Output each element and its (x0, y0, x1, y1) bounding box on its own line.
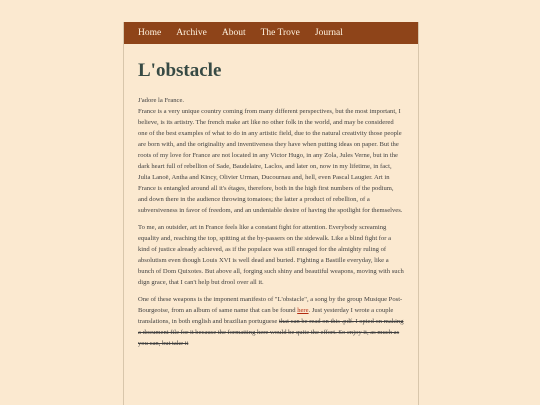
nav-home-link[interactable]: Home (138, 28, 162, 38)
paragraph-3-text-mid: . Just yesterday I wrote a couple translations, in both english and brazilian portuguese (138, 307, 394, 325)
album-link[interactable]: here (297, 307, 309, 314)
nav-about-link[interactable]: About (221, 28, 246, 38)
post-paragraph-3 (138, 294, 404, 349)
post-paragraph-2: To me, an outsider, art in France feels like a constant fight for attention. Everybody screaming equality and, reaching the top, spitting at the by-passers on the sidewalk. Like a blind fight for a kind of justice already achieved, as if the populace was still enraged for the almighty ruling of absolutism even though Louis XVI is well dead and buried. Fighting a Bastille everyday, like a bunch of Dom Quixotes. But above all, forging such shiny and beautiful weapons, moving with such dign grace, that I can't help but drool over all it. (138, 224, 404, 286)
top-nav (124, 22, 418, 44)
paragraph-3-text-start: One of these weapons is the imponent manifesto of "L'obstacle", a song by the group Musique Post-Bourgeoise, from an album of same name that can be found (138, 296, 403, 314)
paragraph-3-struck-text: that can be read on this .pdf. I opted on making a document file for it because the formatting here would be quite the effort. So enjoy it, as much as you can, but take it (138, 318, 404, 347)
page-container (123, 22, 419, 405)
post-paragraph-1: France is a very unique country coming from many different perspectives, but the most important, I believe, is its artistry. The french make art like no other folk in the world, and may be considered one of the best examples of what to do in any artistic field, due to the natural creativity those people are born with, and the originality and inventiveness they have when putting ideas on paper. But the roots of my love for France are not located in any Victor Hugo, in any Zola, Jules Verne, but in the dark heart full of rebellion of Sade, Baudelaire, Laclos, and later on, now in my lifetime, in fact, Julia Lanoë, Antha and Kincy, Olivier Urman, Ducournau and, hell, even Pascal Laugier. Art in France is entangled around all it's étages, therefore, both in the high first numbers of the podium, and down there in the audience throwing tomatoes; the latter a product of rebellion, of a subversiveness in favor of freedom, and an undeniable desire of having the spotlight for themselves. (138, 108, 403, 214)
nav-archive-link[interactable]: Archive (176, 28, 207, 38)
post-title: L'obstacle (138, 60, 222, 81)
post-greeting: J'adore la France. (138, 97, 185, 104)
post-content (124, 59, 418, 349)
nav-the-trove-link[interactable]: The Trove (260, 28, 300, 38)
nav-journal-link[interactable]: Journal (314, 28, 343, 38)
